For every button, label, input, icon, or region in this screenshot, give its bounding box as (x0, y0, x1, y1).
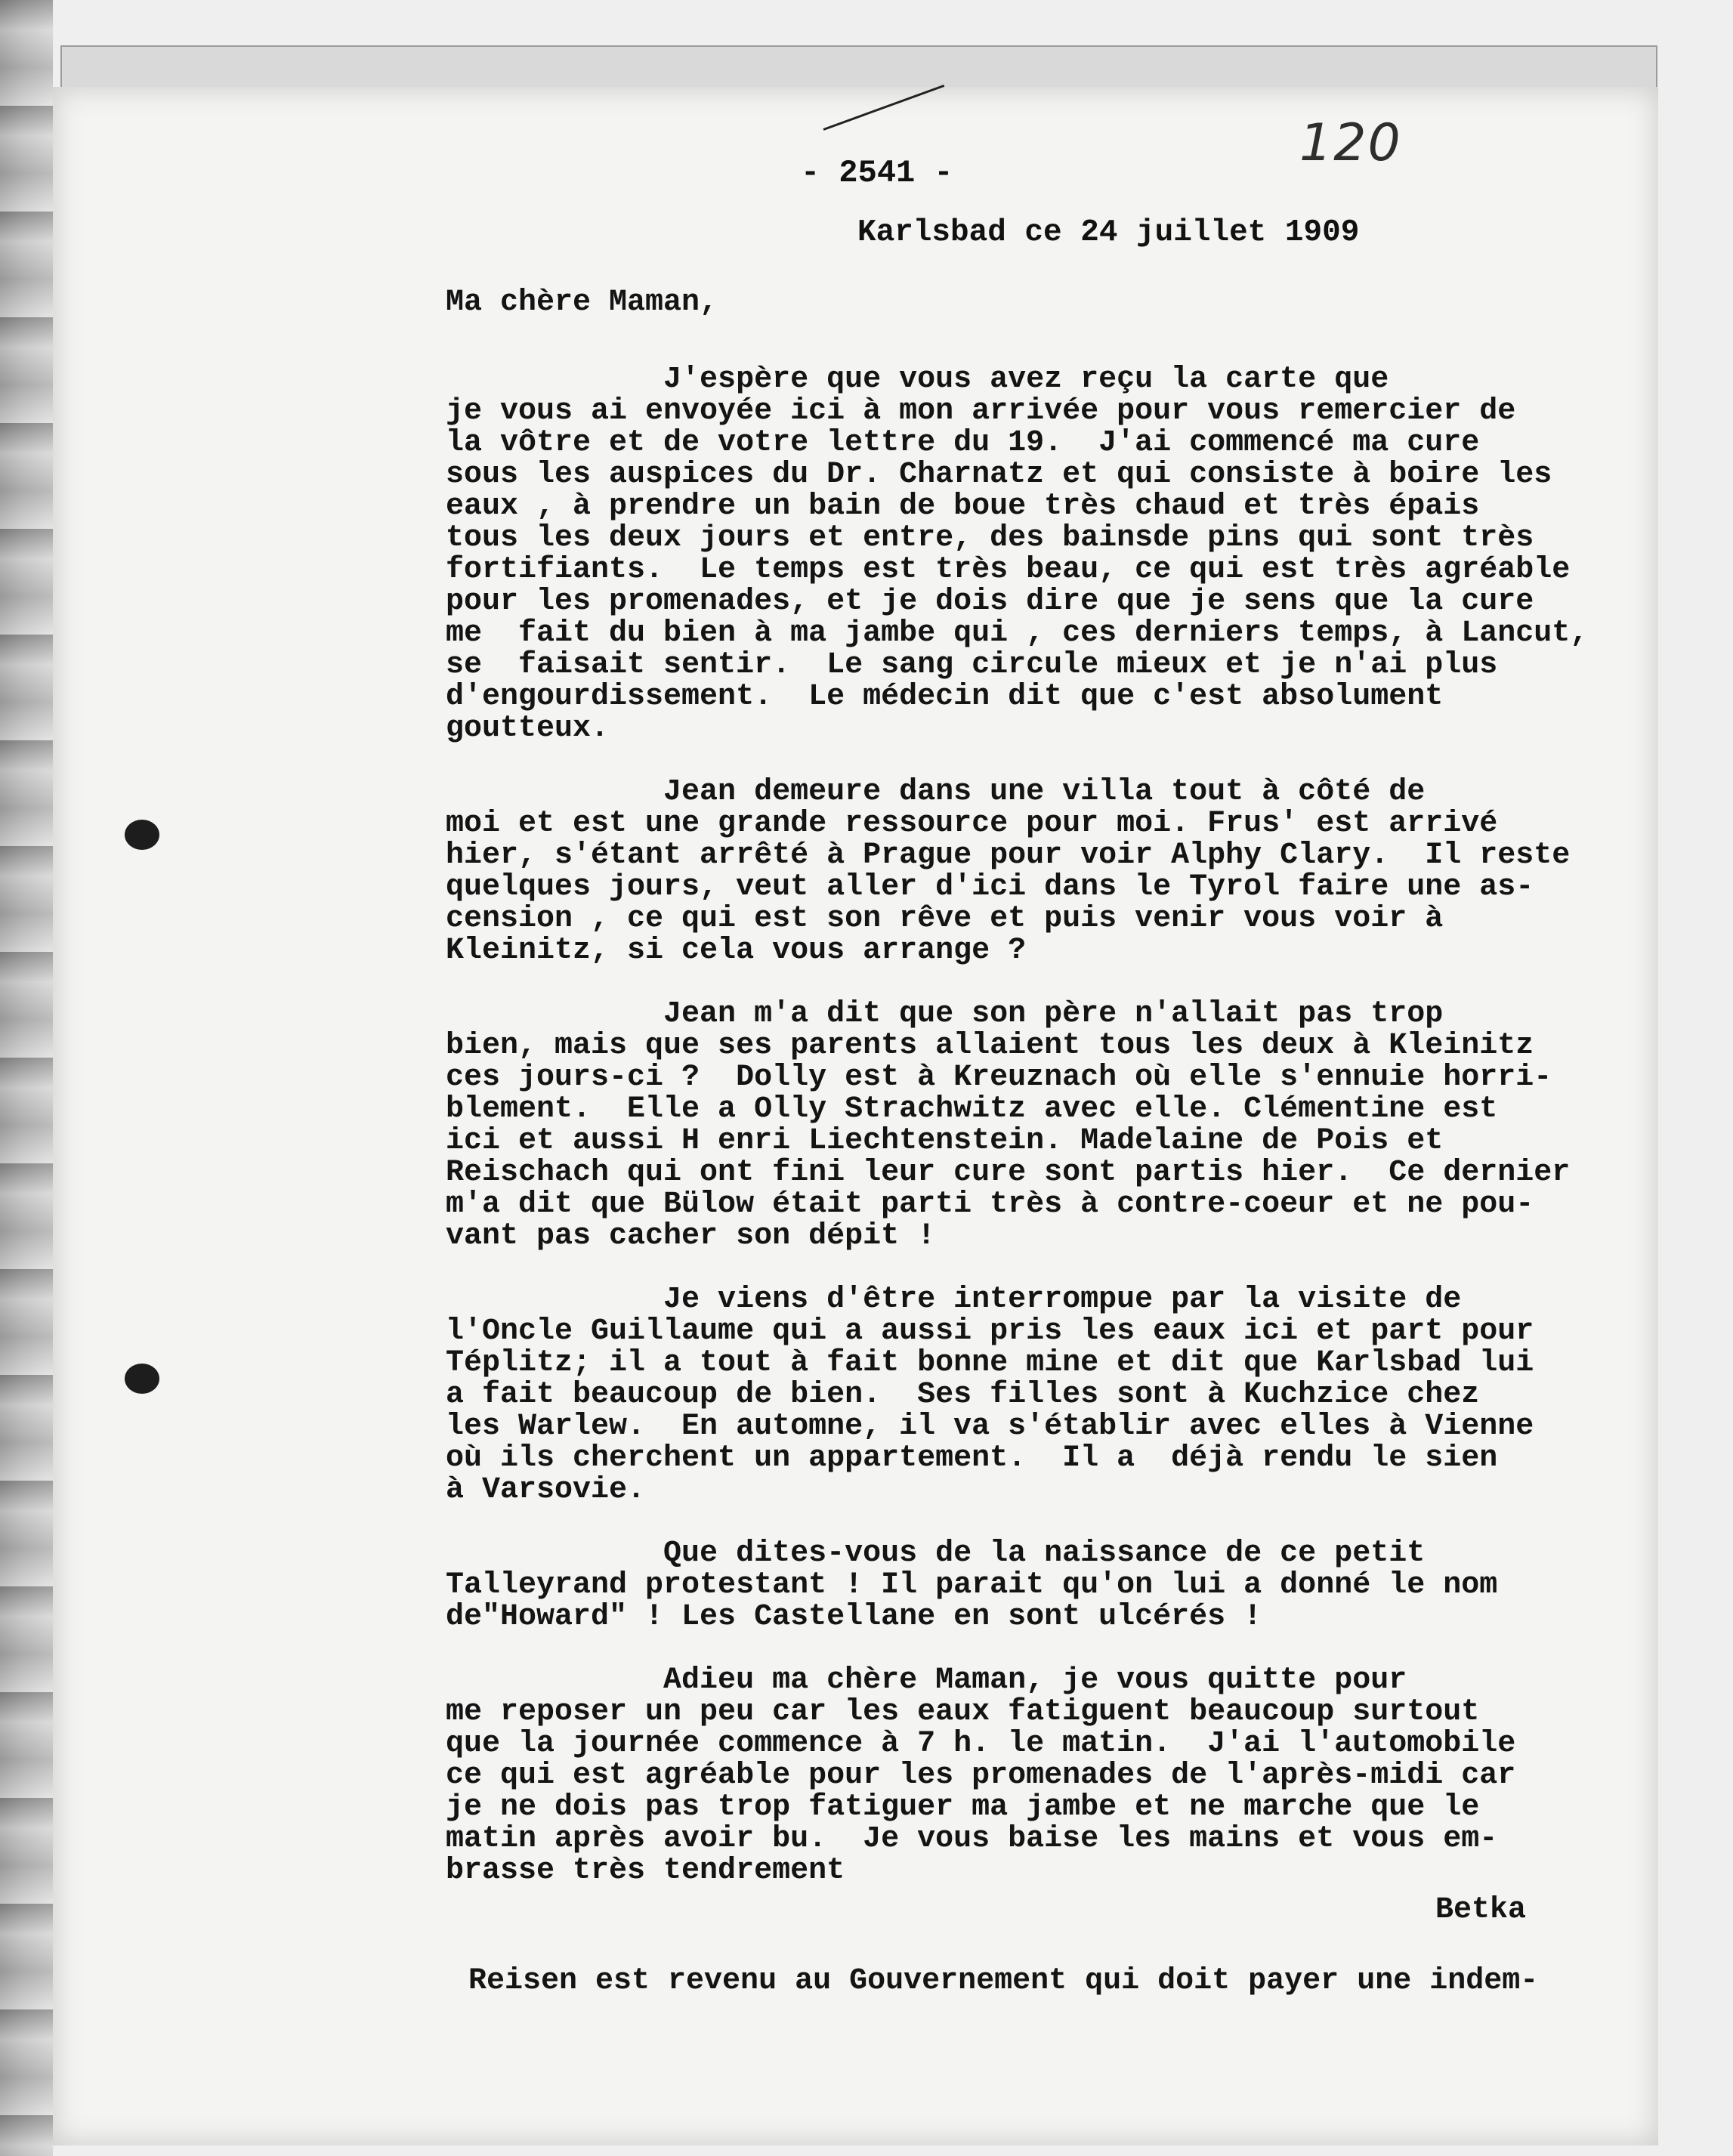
page-number: - 2541 - (801, 155, 953, 191)
text-line: la vôtre et de votre lettre du 19. J'ai commencé ma cure (446, 426, 1480, 460)
letter-paragraphs (446, 364, 1624, 1887)
text-line: cension , ce qui est son rêve et puis venir vous voir à (446, 902, 1444, 936)
text-line: fortifiants. Le temps est très beau, ce qui est très agréable (446, 553, 1571, 587)
text-line: je ne dois pas trop fatiguer ma jambe et ne marche que le (446, 1790, 1480, 1824)
text-line: Je viens d'être interrompue par la visite de (446, 1283, 1462, 1317)
text-line: Jean demeure dans une villa tout à côté de (446, 775, 1426, 809)
punch-hole (125, 1364, 159, 1394)
letter-paragraph (446, 999, 1624, 1253)
text-line: sous les auspices du Dr. Charnatz et qui consiste à boire les (446, 458, 1552, 492)
text-line: Jean m'a dit que son père n'allait pas trop (446, 997, 1444, 1031)
dateline: Karlsbad ce 24 juillet 1909 (857, 215, 1360, 250)
text-line: je vous ai envoyée ici à mon arrivée pour vous remercier de (446, 394, 1516, 428)
text-line: Talleyrand protestant ! Il parait qu'on lui a donné le nom (446, 1568, 1498, 1602)
text-line: tous les deux jours et entre, des bainsde pins qui sont très (446, 521, 1534, 555)
text-line: moi et est une grande ressource pour moi. Frus' est arrivé (446, 807, 1498, 841)
text-line: bien, mais que ses parents allaient tous les deux à Kleinitz (446, 1029, 1534, 1063)
letter-paragraph (446, 1284, 1624, 1506)
text-line: vant pas cacher son dépit ! (446, 1219, 936, 1253)
text-line: matin après avoir bu. Je vous baise les mains et vous em- (446, 1822, 1498, 1856)
text-line: quelques jours, veut aller d'ici dans le Tyrol faire une as- (446, 870, 1534, 904)
punch-hole (125, 820, 159, 850)
postscript-line: Reisen est revenu au Gouvernement qui doit payer une indem- (468, 1964, 1539, 1998)
text-line: ces jours-ci ? Dolly est à Kreuznach où elle s'ennuie horri- (446, 1061, 1552, 1095)
letter-paragraph (446, 1538, 1624, 1633)
text-line: Que dites-vous de la naissance de ce petit (446, 1537, 1426, 1571)
text-line: me fait du bien à ma jambe qui , ces derniers temps, à Lancut, (446, 616, 1589, 650)
text-line: Kleinitz, si cela vous arrange ? (446, 934, 1027, 968)
text-line: pour les promenades, et je dois dire que je sens que la cure (446, 585, 1534, 619)
text-line: blement. Elle a Olly Strachwitz avec elle. Clémentine est (446, 1092, 1498, 1126)
text-line: me reposer un peu car les eaux fatiguent beaucoup surtout (446, 1695, 1480, 1729)
signature: Betka (1435, 1893, 1527, 1927)
text-line: hier, s'étant arrêté à Prague pour voir Alphy Clary. Il reste (446, 839, 1571, 873)
text-line: l'Oncle Guillaume qui a aussi pris les eaux ici et part pour (446, 1314, 1534, 1348)
text-line: goutteux. (446, 712, 610, 746)
text-line: se faisait sentir. Le sang circule mieux et je n'ai plus (446, 648, 1498, 682)
letter-paragraph (446, 364, 1624, 745)
text-line: brasse très tendrement (446, 1854, 845, 1888)
letter-paragraph (446, 1665, 1624, 1887)
text-line: ce qui est agréable pour les promenades de l'après-midi car (446, 1759, 1516, 1793)
text-line: J'espère que vous avez reçu la carte que (446, 363, 1389, 397)
letter-body (446, 287, 1624, 1919)
text-line: Reischach qui ont fini leur cure sont partis hier. Ce dernier (446, 1156, 1571, 1190)
greeting: Ma chère Maman, (446, 286, 718, 320)
text-line: ici et aussi H enri Liechtenstein. Madelaine de Pois et (446, 1124, 1444, 1158)
text-line: les Warlew. En automne, il va s'établir avec elles à Vienne (446, 1410, 1534, 1444)
text-line: a fait beaucoup de bien. Ses filles sont à Kuchzice chez (446, 1378, 1480, 1412)
handwritten-folio-number: 120 (1299, 113, 1402, 173)
text-line: où ils cherchent un appartement. Il a déjà rendu le sien (446, 1441, 1498, 1475)
text-line: à Varsovie. (446, 1473, 646, 1507)
letter-paragraph (446, 777, 1624, 967)
text-line: Téplitz; il a tout à fait bonne mine et dit que Karlsbad lui (446, 1346, 1534, 1380)
text-line: eaux , à prendre un bain de boue très chaud et très épais (446, 490, 1480, 524)
text-line: m'a dit que Bülow était parti très à contre-coeur et ne pou- (446, 1188, 1534, 1222)
text-line: de"Howard" ! Les Castellane en sont ulcérés ! (446, 1600, 1262, 1634)
text-line: Adieu ma chère Maman, je vous quitte pour (446, 1663, 1407, 1697)
text-line: d'engourdissement. Le médecin dit que c'est absolument (446, 680, 1444, 714)
adjacent-page-edge (0, 0, 53, 2156)
text-line: que la journée commence à 7 h. le matin. J'ai l'automobile (446, 1727, 1516, 1761)
